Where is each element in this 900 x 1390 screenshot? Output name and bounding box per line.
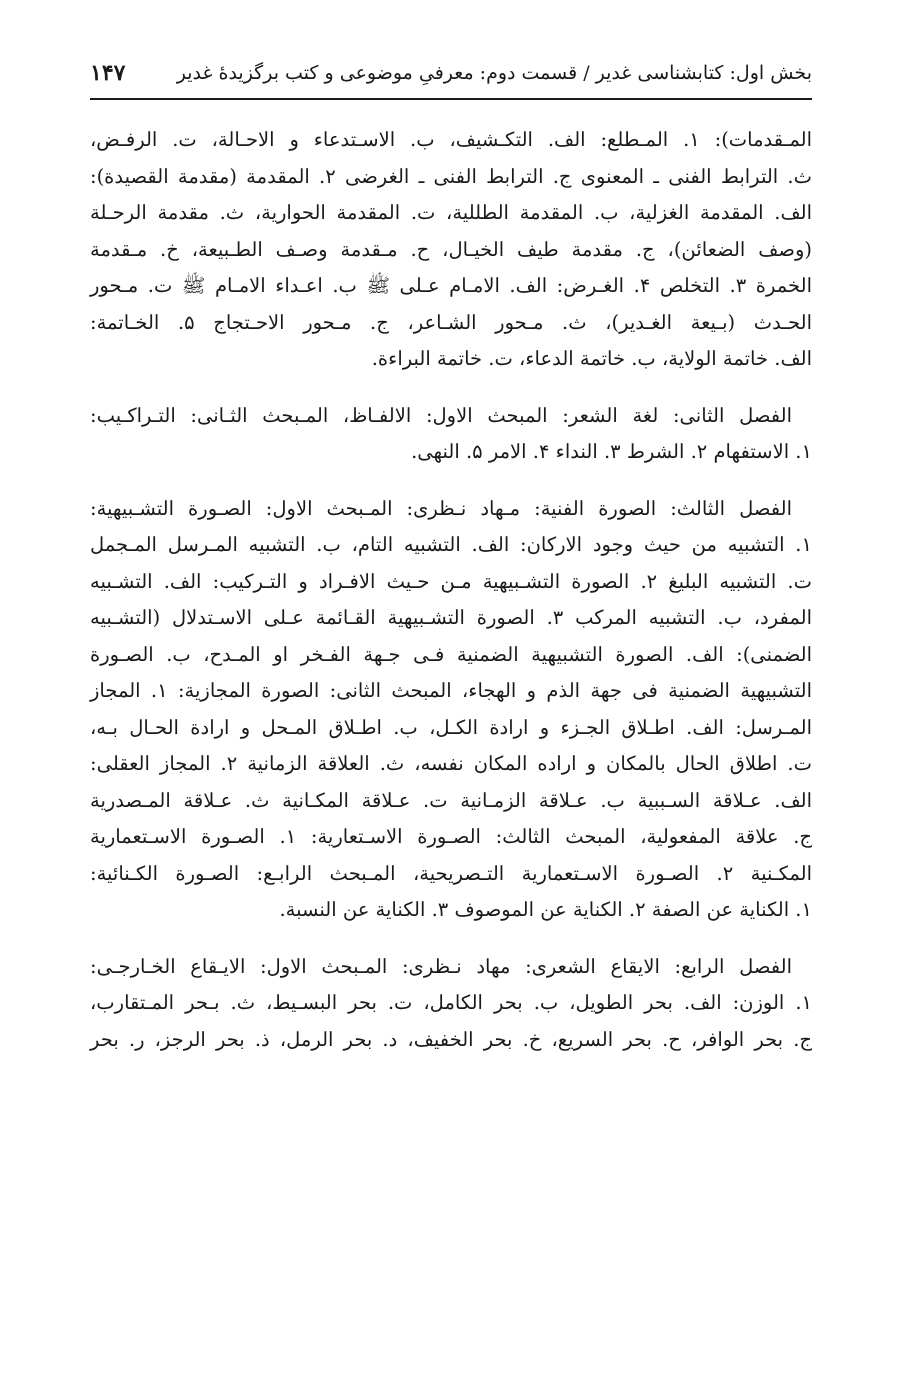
paragraph-muqaddimat: [90, 122, 812, 378]
text-line: الف. عـلاقة السـببیة ب. عـلاقة الزمـانیة ت. عـلاقة المکـانیة ث. عـلاقة المـصدریة: [90, 788, 812, 812]
text-line: المکـنیة ۲. الصـورة الاسـتعماریة التـصریحیة، المـبحث الرابـع: الصـورة الکـنائیة:: [90, 861, 812, 885]
text-line: (وصف الضعائن)، ج. مقدمة طیف الخیـال، ح. مـقدمة وصـف الطـبیعة، خ. مـقدمة: [90, 237, 812, 261]
text-line: ج. علاقة المفعولیة، المبحث الثالث: الصـورة الاسـتعاریة: ۱. الصـورة الاسـتعماریة: [90, 825, 812, 848]
text-line: المفرد، ب. التشبیه المرکب ۳. الصورة التشـبیهیة القـائمة عـلی الاسـتدلال (التشـبیه: [90, 606, 812, 629]
text-line: ۱. الاستفهام ۲. الشرط ۳. النداء ۴. الامر ۵. النهی.: [411, 440, 812, 463]
text-line: الخمرة ۳. التخلص ۴. الغـرض: الف. الامـام عـلی ﷺ ب. اعـداء الامـام ﷺ ت. مـحور: [90, 274, 812, 297]
paragraph-chapter-two: [90, 398, 812, 471]
text-line: ۱. الکنایة عن الصفة ۲. الکنایة عن الموصوف ۳. الکنایة عن النسبة.: [279, 898, 812, 921]
text-line: الفصل الرابع: الایقاع الشعری: مهاد نـظری: المـبحث الاول: الایـقاع الخـارجـی:: [90, 954, 792, 978]
text-line: المـقدمات): ۱. المـطلع: الف. التکـشیف، ب. الاسـتدعاء و الاحـالة، ت. الرفـض،: [90, 128, 812, 151]
header-title: بخش اول: کتابشناسی غدیر / قسمت دوم: معرفیِ موضوعی و کتب برگزیدۀ غدیر: [176, 62, 812, 84]
paragraph-chapter-three: [90, 491, 812, 929]
text-line: ت. اطلاق الحال بالمکان و اراده المکان نفسه، ث. العلاقة الزمانیة ۲. المجاز العقلی:: [90, 752, 812, 775]
document-page: [90, 58, 812, 1078]
text-line: المـرسل: الف. اطـلاق الجـزء و ارادة الکـل، ب. اطـلاق المـحل و ارادة الحـال بـه،: [90, 715, 812, 739]
text-line: ۱. الوزن: الف. بحر الطویل، ب. بحر الکامل، ت. بحر البسـیط، ث. بـحر المـتقارب،: [90, 991, 812, 1014]
running-header: [90, 58, 812, 100]
text-line: ج. بحر الوافر، ح. بحر السریع، خ. بحر الخفیف، د. بحر الرمل، ذ. بحر الرجز، ر. بحر: [90, 1027, 812, 1051]
text-line: التشبیهیة الضمنیة فی جهة الذم و الهجاء، المبحث الثانی: الصورة المجازیة: ۱. المجاز: [90, 679, 813, 702]
text-line: الفصل الثالث: الصورة الفنیة: مـهاد نـظری: المـبحث الاول: الصـورة التشـبیهیة:: [90, 496, 792, 520]
text-line: الفصل الثانی: لغة الشعر: المبحث الاول: الالفـاظ، المـبحث الثـانی: التـراکـیب:: [90, 403, 792, 427]
page-number: ۱۴۷: [90, 60, 126, 86]
text-line: ث. الترابط الفنی ـ المعنوی ج. الترابط الفنی ـ الغرضی ۲. المقدمة (مقدمة القصیدة):: [90, 164, 812, 188]
paragraph-chapter-four: [90, 949, 812, 1059]
text-line: ۱. التشبیه من حیث وجود الارکان: الف. التشبیه التام، ب. التشبیه المـرسل المـجمل: [90, 533, 812, 556]
text-line: الف. المقدمة الغزلیة، ب. المقدمة الطللیة، ت. المقدمة الحواریة، ث. مقدمة الرحـلة: [90, 201, 812, 224]
text-line: الحـدث (بـیعة الغـدیر)، ث. مـحور الشـاعر، ج. مـحور الاحـتجاج ۵. الخـاتمة:: [90, 310, 812, 334]
text-line: ت. التشبیه البلیغ ۲. الصورة التشـبیهیة مـن حـیث الافـراد و التـرکیب: الف. التشـبیه: [90, 569, 812, 593]
body-text: [90, 122, 812, 1058]
text-line: الضمنی): الف. الصورة التشبیهیة الضمنیة فـی جـهة الفـخر او المـدح، ب. الصـورة: [90, 642, 812, 666]
text-line: الف. خاتمة الولایة، ب. خاتمة الدعاء، ت. خاتمة البراءة.: [371, 347, 812, 370]
